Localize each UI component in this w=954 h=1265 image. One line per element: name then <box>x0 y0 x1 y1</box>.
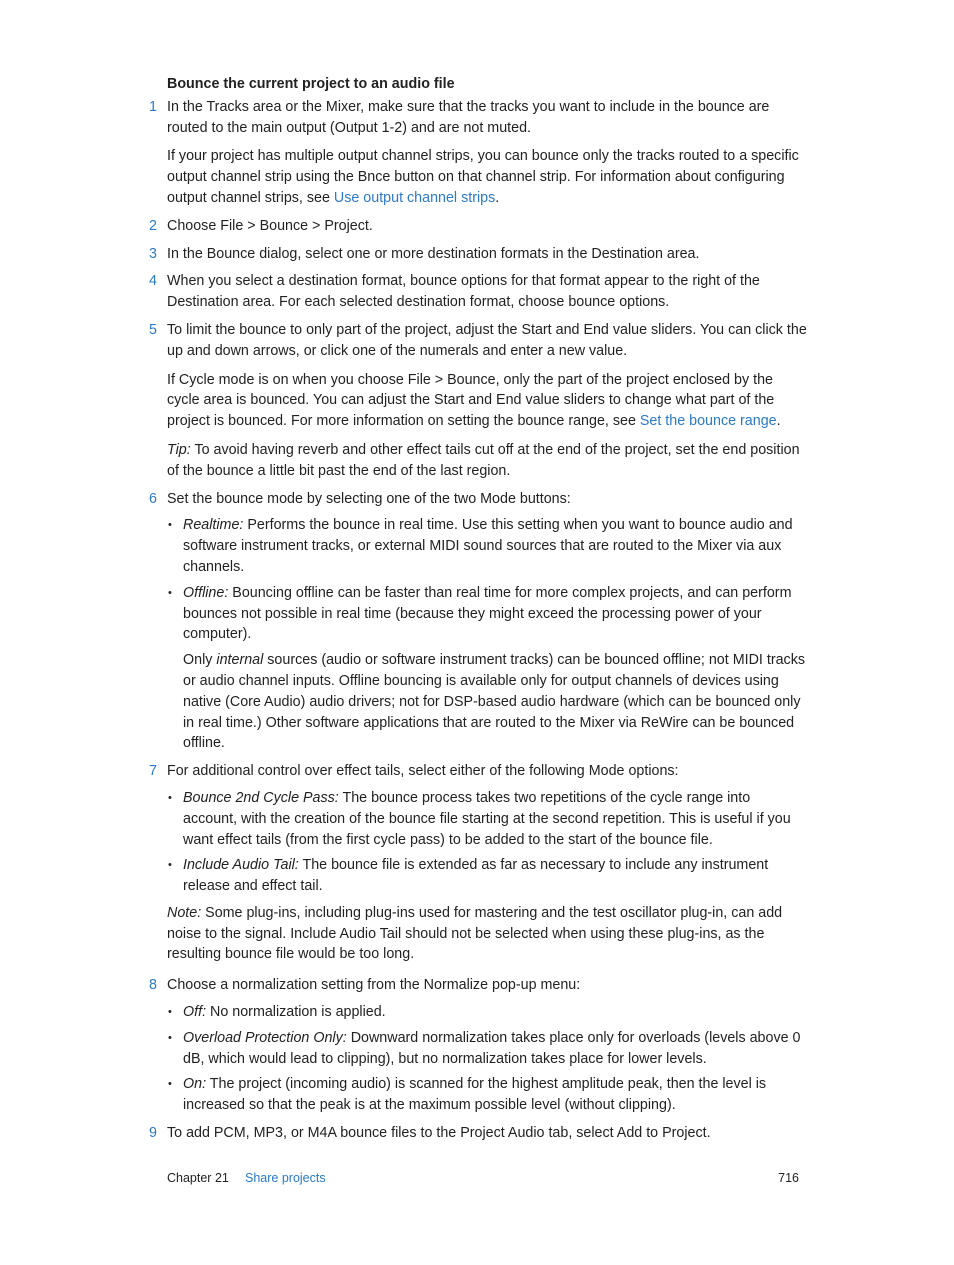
step-number: 9 <box>149 1125 157 1142</box>
note-label: Note: <box>167 904 202 921</box>
step-number: 6 <box>149 490 157 507</box>
step-2 <box>149 216 807 237</box>
step-7 <box>149 761 807 965</box>
step-number: 8 <box>149 977 157 994</box>
bullet-subparagraph: Only internal sources (audio or software instrument tracks) can be bounced offline; not MIDI tracks or audio channel inputs. Offline bouncing is available only for output channels of devices using native (Core Audio) audio drivers; not for DSP-based audio hardware (which can be bounced only in real time.) Other software applications that are routed to the Mixer via ReWire can be bounced offline. <box>183 652 805 752</box>
note-text: Some plug-ins, including plug-ins used for mastering and the test oscillator plug-in, can add noise to the signal. Include Audio Tail should not be selected when using these plug-ins, as the resulting bounce file would be too long. <box>167 904 783 963</box>
step-text: To limit the bounce to only part of the project, adjust the Start and End value sliders. You can click the up and down arrows, or click one of the numerals and enter a new value. <box>167 321 807 359</box>
list-item: • Overload Protection Only: Downward normalization takes place only for overloads (levels above 0 dB, which would lead to clipping), but no normalization takes place for lower levels. <box>167 1028 807 1070</box>
footer-chapter-link[interactable]: Share projects <box>245 1171 326 1185</box>
bullet-list <box>167 788 807 897</box>
section-heading: Bounce the current project to an audio file <box>167 76 455 92</box>
note-paragraph <box>167 903 807 965</box>
list-item: • Realtime: Performs the bounce in real time. Use this setting when you want to bounce audio and software instrument tracks, or external MIDI sound sources that are routed to the Mixer via aux channels. <box>167 515 807 577</box>
step-number: 4 <box>149 273 157 290</box>
step-number: 2 <box>149 217 157 234</box>
bullet-list <box>167 515 807 754</box>
list-item: • Off: No normalization is applied. <box>167 1002 807 1023</box>
step-8 <box>149 975 807 1116</box>
step-text: Choose a normalization setting from the Normalize pop-up menu: <box>167 977 581 994</box>
page-number: 716 <box>778 1171 799 1185</box>
list-item: • On: The project (incoming audio) is scanned for the highest amplitude peak, then the level is increased so that the peak is at the maximum possible level (without clipping). <box>167 1074 807 1116</box>
step-text: Choose File > Bounce > Project. <box>167 217 373 234</box>
step-text: In the Tracks area or the Mixer, make sure that the tracks you want to include in the bounce are routed to the main output (Output 1-2) and are not muted. <box>167 98 770 136</box>
tip-text: To avoid having reverb and other effect tails cut off at the end of the project, set the end position of the bounce a little bit past the end of the last region. <box>167 441 800 479</box>
step-3 <box>149 244 807 265</box>
list-item: • Include Audio Tail: The bounce file is extended as far as necessary to include any instrument release and effect tail. <box>167 855 807 897</box>
footer-chapter: Chapter 21 <box>167 1171 229 1185</box>
step-number: 5 <box>149 321 157 338</box>
step-text: To add PCM, MP3, or M4A bounce files to the Project Audio tab, select Add to Project. <box>167 1125 711 1142</box>
step-1 <box>149 97 807 209</box>
step-text: In the Bounce dialog, select one or more destination formats in the Destination area. <box>167 245 700 262</box>
step-9 <box>149 1123 807 1144</box>
list-item: • Offline: Bouncing offline can be faster than real time for more complex projects, and can perform bounces not possible in real time (because they might exceed the processing power of your computer). Only internal sources (audio or software instrument tracks) can be bounced offline; not MIDI tracks or audio channel inputs. Offline bouncing is available only for output channels of devices using native (Core Audio) audio drivers; not for DSP-based audio hardware (which can be bounced only in real time.) Other software applications that are routed to the Mixer via ReWire can be bounced offline. <box>167 583 807 754</box>
step-subparagraph: If Cycle mode is on when you choose File > Bounce, only the part of the project enclosed by the cycle area is bounced. You can adjust the Start and End value sliders to change what part of the project is bounced. For more information on setting the bounce range, see Set the bounce range. <box>167 371 781 430</box>
bullet-list <box>167 1002 807 1116</box>
step-4 <box>149 271 807 313</box>
page-content <box>149 74 807 1151</box>
link-use-output-channel-strips[interactable]: Use output channel strips <box>333 189 496 206</box>
tip-label: Tip: <box>167 441 191 458</box>
step-number: 3 <box>149 245 157 262</box>
link-set-the-bounce-range[interactable]: Set the bounce range <box>639 413 777 430</box>
step-text: Set the bounce mode by selecting one of the two Mode buttons: <box>167 490 571 507</box>
step-text: When you select a destination format, bounce options for that format appear to the right of the Destination area. For each selected destination format, choose bounce options. <box>167 273 760 311</box>
tip-paragraph <box>167 440 807 482</box>
step-5 <box>149 320 807 482</box>
list-item: • Bounce 2nd Cycle Pass: The bounce process takes two repetitions of the cycle range into account, with the creation of the bounce file starting at the second repetition. This is useful if you want effect tails (from the first cycle pass) to be added to the start of the bounce file. <box>167 788 807 850</box>
step-number: 1 <box>149 98 157 115</box>
step-subparagraph: If your project has multiple output channel strips, you can bounce only the tracks routed to a specific output channel strip using the Bnce button on that channel strip. For information about configuring output channel strips, see Use output channel strips. <box>167 148 799 206</box>
step-number: 7 <box>149 763 157 780</box>
step-text: For additional control over effect tails, select either of the following Mode options: <box>167 763 679 780</box>
step-6 <box>149 489 807 755</box>
